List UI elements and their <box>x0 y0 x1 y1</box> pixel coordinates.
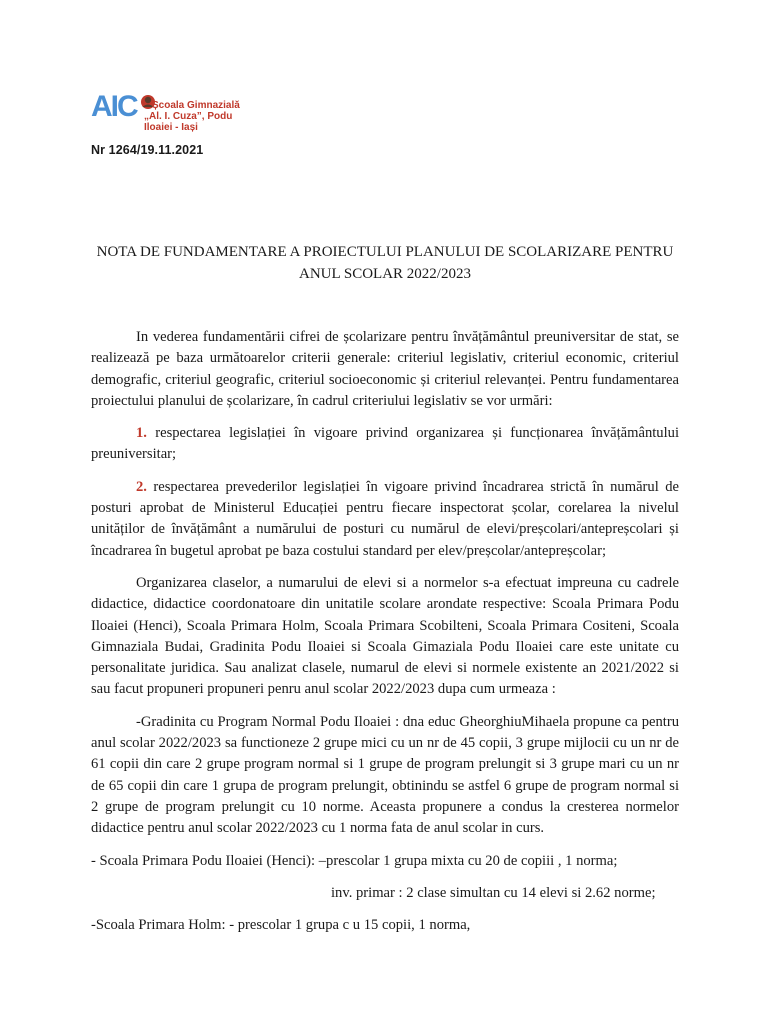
logo-school-name: Școala Gimnazială <box>152 100 240 111</box>
henci-primary-line: inv. primar : 2 clase simultan cu 14 elevi si 2.62 norme; <box>331 884 656 901</box>
item-text-1: respectarea legislației în vigoare privind organizarea și funcționarea învățământului preuniversitar; <box>91 425 680 463</box>
item-text-2: respectarea prevederilor legislației în vigoare privind încadrarea strictă în numărul de posturi aprobat de Ministerul Educației pentru fiecare inspectorat școlar, corelarea la nivelul unităților de învățământ a numărului de posturi cu numărul de elevi/preșcolari/antepreșcolari și încadrarea în bugetul aprobat pe baza costului standard per elev/preșcolar/antepreșcolar; <box>91 478 679 559</box>
organization-paragraph: Organizarea claselor, a numarului de elevi si a normelor s-a efectuat impreuna cu cadrele didactice, didactice coordonatoare din unitatile scolare arondate respective: Scoala Primara Podu Iloaiei (Henci), Scoala Primara Holm, Scoala Primara Scobilteni, Scoala Primara Cositeni, Scoala Gimnaziala Budai, Gradinita Podu Iloaiei si Scoala Gimaziala Podu Iloaiei care este unitate cu personalitate juridica. Sau analizat clasele, numarul de elevi si normele existente an 2021/2022 si sau facut propuneri propuneri penru anul scolar 2022/2023 dupa cum urmeaza : <box>91 574 679 698</box>
intro-paragraph: In vederea fundamentării cifrei de școlarizare pentru învățământul preuniversitar de stat, se realizează pe baza următoarelor criterii generale: criteriul legislativ, criteriul economic, criteriul demografic, criteriul geografic, criteriul socioeconomic și criteriul relevanței. Pentru fundamentarea proiectului planului de școlarizare, în cadrul criteriului legislativ se vor urmări: <box>91 329 679 409</box>
document-title <box>91 241 679 285</box>
logo-text <box>144 100 251 133</box>
item-number-1: 1. <box>136 425 147 442</box>
title-line-2: ANUL SCOLAR 2022/2023 <box>299 266 471 282</box>
item-number-2: 2. <box>136 478 147 495</box>
henci-school-paragraph: - Scoala Primara Podu Iloaiei (Henci): –prescolar 1 grupa mixta cu 20 de copiii , 1 norma; <box>91 852 618 869</box>
holm-school-paragraph: -Scoala Primara Holm: - prescolar 1 grupa c u 15 copii, 1 norma, <box>91 917 471 934</box>
criterion-item-2 <box>91 477 679 562</box>
document-number: Nr 1264/19.11.2021 <box>91 143 204 157</box>
title-line-1: NOTA DE FUNDAMENTARE A PROIECTULUI PLANULUI DE SCOLARIZARE PENTRU <box>96 244 674 260</box>
school-logo <box>91 88 251 133</box>
document-body <box>91 327 679 936</box>
criterion-item-1 <box>91 423 679 466</box>
svg-text:AIC: AIC <box>91 90 137 122</box>
kindergarten-paragraph: -Gradinita cu Program Normal Podu Iloaiei : dna educ GheorghiuMihaela propune ca pentru anul scolar 2022/2023 sa functioneze 2 grupe mici cu un nr de 45 copii, 3 grupe mijlocii cu un nr de 61 copii din care 2 grupe program normal si 1 grupe de program prelungit si 3 grupe mari cu un nr de 65 copii din care 1 grupa de program prelungit, obtinindu se astfel 6 grupe de program normal si 2 grupe de program prelungit cu 10 norme. Aceasta propunere a condus la cresterea normelor didactice pentru anul scolar 2022/2023 cu 1 norma fata de anul scolar in curs. <box>91 713 679 837</box>
logo-school-address: „Al. I. Cuza”, Podu Iloaiei - Iași <box>144 111 233 133</box>
